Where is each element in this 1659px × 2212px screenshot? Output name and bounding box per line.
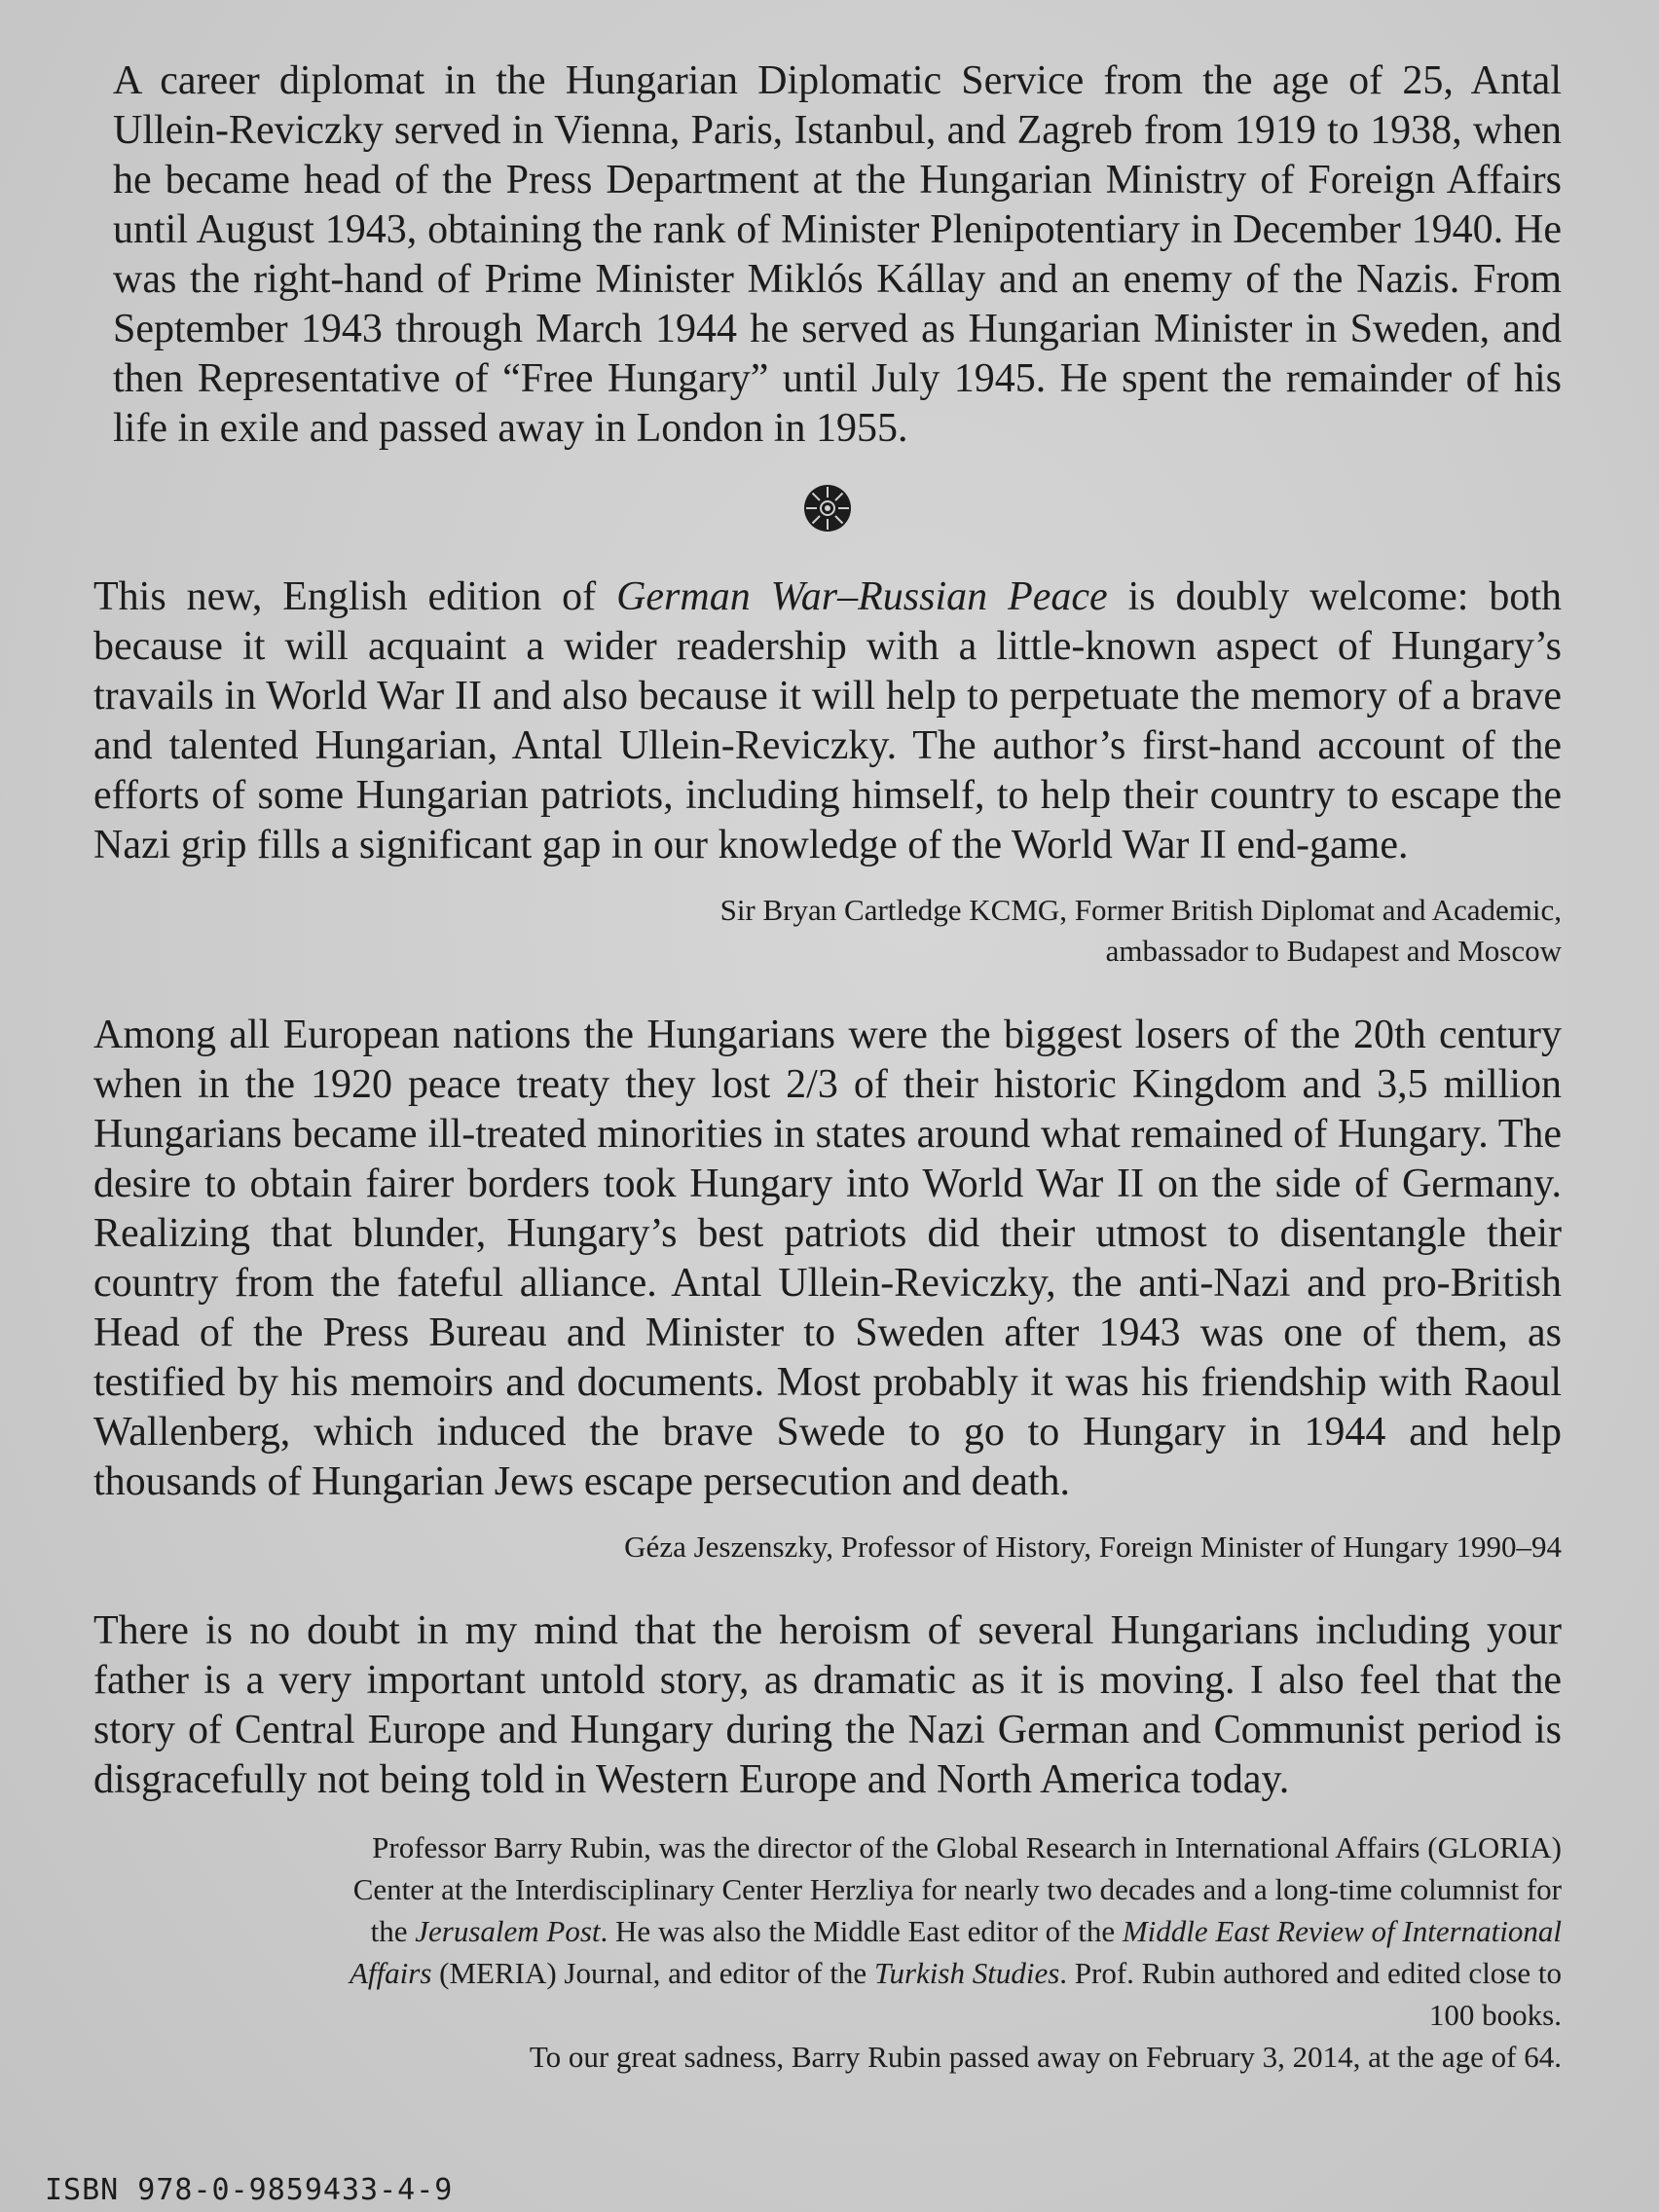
quote-jeszenszky: Among all European nations the Hungarians were the biggest losers of the 20th century when in the 1920 peace treaty they lost 2/3 of their historic Kingdom and 3,5 million Hungarians became ill-treated minorities in states around what remained of Hungary. The desire to obtain fairer borders took Hungary into World War II on the side of Germany. Realizing that blunder, Hungary’s best patriots did their utmost to disentangle their country from the fateful alliance. Antal Ullein-Reviczky, the anti-Nazi and pro-British Head of the Press Bureau and Minister to Sweden after 1943 was one of them, as testified by his memoirs and documents. Most probably it was his friendship with Raoul Wallenberg, which induced the brave Swede to go to Hungary in 1944 and help thousands of Hungarian Jews escape persecution and death. <box>93 1013 1562 1504</box>
flower-ornament-icon <box>802 483 853 534</box>
quote-cartledge <box>93 572 1562 870</box>
attribution-rubin-closing: To our great sadness, Barry Rubin passed away on February 3, 2014, at the age of 64. <box>529 2040 1562 2074</box>
isbn-number: ISBN 978-0-9859433-4-9 <box>45 2173 454 2207</box>
attribution-rubin <box>93 1826 1562 2078</box>
attribution-rubin-text-1: Professor Barry Rubin, was the director of the Global Research in International Affairs (GLORIA) Center at the Interdisciplinary Center Herzliya for nearly two decades and a long-time columnist for the <box>352 1830 1562 1948</box>
attribution-cartledge-line-2: ambassador to Budapest and Moscow <box>1105 934 1562 968</box>
attribution-jeszenszky-line: Géza Jeszenszky, Professor of History, Foreign Minister of Hungary 1990–94 <box>624 1530 1562 1564</box>
section-ornament <box>93 483 1562 537</box>
quote-rubin: There is no doubt in my mind that the heroism of several Hungarians including your father is a very important untold story, as dramatic as it is moving. I also feel that the story of Central Europe and Hungary during the Nazi German and Communist period is disgracefully not being told in Western Europe and North America today. <box>93 1608 1562 1802</box>
author-bio: A career diplomat in the Hungarian Diplomatic Service from the age of 25, Antal Ullein-Reviczky served in Vienna, Paris, Istanbul, and Zagreb from 1919 to 1938, when he became head of the Press Department at the Hungarian Ministry of Foreign Affairs until August 1943, obtaining the rank of Minister Plenipotentiary in December 1940. He was the right-hand of Prime Minister Miklós Kállay and an enemy of the Nazis. From September 1943 through March 1944 he served as Hungarian Minister in Sweden, and then Representative of “Free Hungary” until July 1945. He spent the remainder of his life in exile and passed away in London in 1955. <box>113 58 1562 451</box>
attribution-rubin-text-2: . He was also the Middle East editor of the <box>600 1914 1123 1948</box>
attribution-rubin-text-3: (MERIA) Journal, and editor of the <box>431 1956 874 1990</box>
back-cover-text <box>93 56 1562 2117</box>
publication-jerusalem-post: Jerusalem Post <box>415 1914 601 1948</box>
publication-turkish-studies: Turkish Studies <box>873 1956 1060 1990</box>
quote-cartledge-text-end: is doubly welcome: both because it will acquaint a wider readership with a little-known aspect of Hungary’s travails in World War II and also because it will help to perpetuate the memory of a brave and talented Hungarian, Antal Ullein-Reviczky. The author’s first-hand account of the efforts of some Hungarian patriots, including himself, to help their country to escape the Nazi grip fills a significant gap in our knowledge of the World War II end-game. <box>93 574 1563 867</box>
book-title: German War–Russian Peace <box>616 574 1108 619</box>
attribution-cartledge <box>93 890 1562 972</box>
attribution-rubin-text-4: . Prof. Rubin authored and edited close to 100 books. <box>1059 1956 1562 2032</box>
attribution-cartledge-line-1: Sir Bryan Cartledge KCMG, Former British Diplomat and Academic, <box>719 893 1562 927</box>
attribution-jeszenszky <box>93 1527 1562 1567</box>
publication-meria: Middle East Review of International Affairs <box>349 1914 1562 1990</box>
quote-cartledge-text-start: This new, English edition of <box>93 574 617 619</box>
